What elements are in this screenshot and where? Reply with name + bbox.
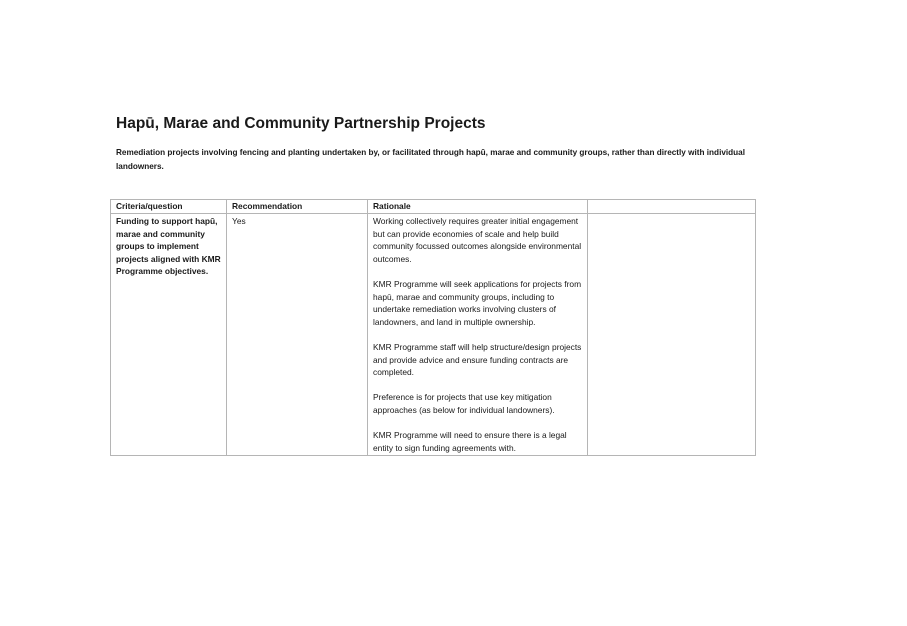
criteria-table bbox=[110, 199, 756, 456]
rationale-paragraph: Preference is for projects that use key mitigation approaches (as below for individual landowners). bbox=[373, 392, 555, 415]
table-row bbox=[111, 214, 756, 456]
page-title: Hapū, Marae and Community Partnership Projects bbox=[116, 115, 486, 132]
header-recommendation: Recommendation bbox=[227, 200, 368, 214]
header-criteria: Criteria/question bbox=[111, 200, 227, 214]
rationale-paragraph: KMR Programme staff will help structure/design projects and provide advice and ensure funding contracts are completed. bbox=[373, 341, 582, 378]
rationale-paragraph: Working collectively requires greater initial engagement but can provide economies of scale and help build community focussed outcomes alongside environmental outcomes. bbox=[373, 216, 582, 264]
criteria-text: Funding to support hapū, marae and community groups to implement projects aligned with KMR Programme objectives. bbox=[116, 216, 221, 277]
rationale-paragraph: KMR Programme will need to ensure there is a legal entity to sign funding agreements with. bbox=[373, 430, 567, 453]
rationale-paragraph: KMR Programme will seek applications for projects from hapū, marae and community groups, including to undertake remediation works involving clusters of landowners, and land in multiple ownership. bbox=[373, 278, 582, 327]
rationale-cell bbox=[368, 214, 588, 456]
intro-paragraph: Remediation projects involving fencing and planting undertaken by, or facilitated through hapū, marae and community groups, rather than directly with individual landowners. bbox=[116, 148, 745, 171]
header-rationale: Rationale bbox=[368, 200, 588, 214]
extra-cell bbox=[588, 214, 756, 456]
recommendation-cell: Yes bbox=[227, 214, 368, 456]
header-blank bbox=[588, 200, 756, 214]
criteria-cell bbox=[111, 214, 227, 456]
table-header-row bbox=[111, 200, 756, 214]
